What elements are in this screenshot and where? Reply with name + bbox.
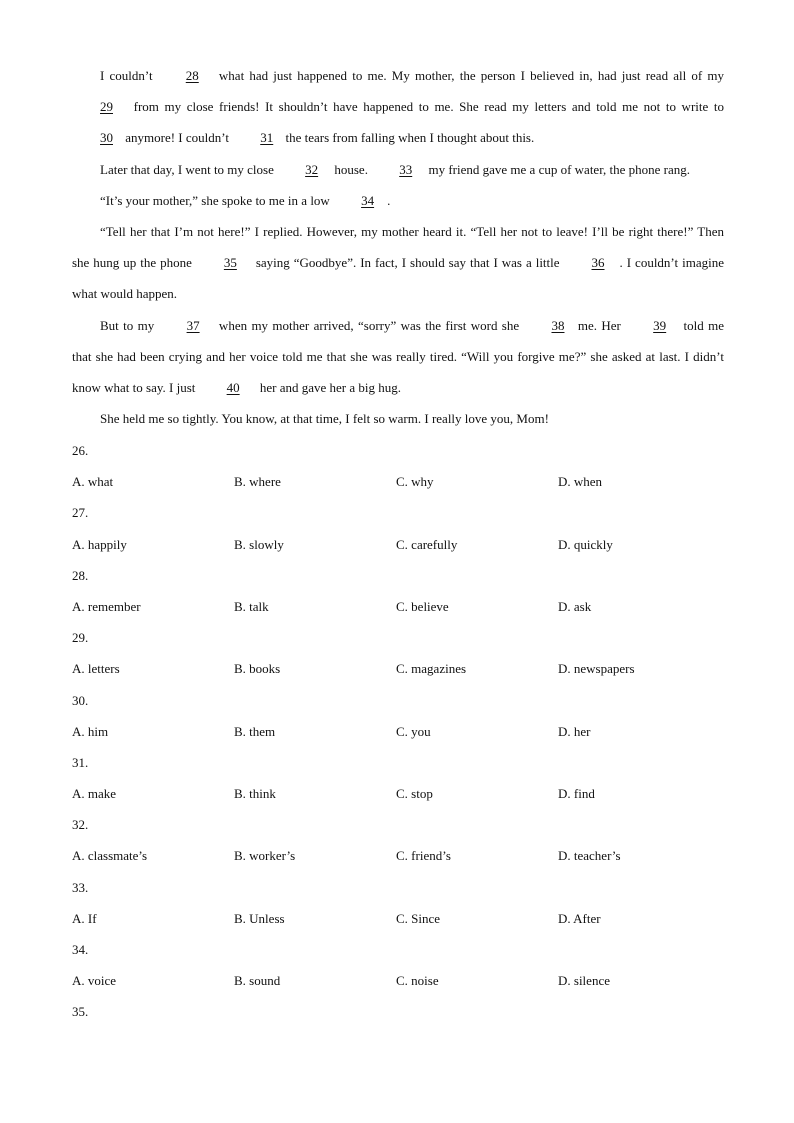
option-c[interactable]: C. Since	[396, 910, 441, 926]
passage-text: saying “Goodbye”. In fact, I should say that I was a little	[251, 255, 564, 271]
passage-text: Later that day, I went to my close	[100, 161, 278, 177]
passage-text: her and gave her a big hug.	[256, 380, 402, 396]
question-options	[72, 970, 724, 1001]
passage-text: I couldn’t	[100, 68, 158, 83]
question-list	[72, 440, 724, 1033]
option-d[interactable]: D. quickly	[558, 536, 613, 552]
passage-paragraph-1	[72, 60, 724, 154]
option-c[interactable]: C. believe	[396, 598, 449, 614]
option-b[interactable]: B. sound	[234, 973, 281, 989]
passage-text: “It’s your mother,” she spoke to me in a low	[100, 192, 334, 208]
option-d[interactable]: D. teacher’s	[558, 848, 621, 864]
question-number: 33.	[72, 879, 89, 895]
blank-37: 37	[186, 317, 200, 333]
question-number: 35.	[72, 1004, 89, 1020]
option-c[interactable]: C. friend’s	[396, 848, 451, 864]
question-number: 28.	[72, 567, 89, 583]
blank-32: 32	[305, 161, 319, 177]
blank-40: 40	[226, 380, 240, 396]
passage-text: “Tell her that I’m not here!” I replied. However, my mother heard it. “Tell her not to leave! I’ll be right there!” Then she hung up the phone	[72, 224, 724, 271]
blank-38: 38	[551, 317, 565, 333]
option-b[interactable]: B. them	[234, 723, 276, 739]
passage-paragraph-6: She held me so tightly. You know, at that time, I felt so warm. I really love you, Mom!	[100, 411, 549, 427]
question-options	[72, 534, 724, 565]
question-number: 34.	[72, 942, 89, 957]
question-options	[72, 783, 724, 814]
option-b[interactable]: B. worker’s	[234, 848, 296, 864]
option-d[interactable]: D. her	[558, 723, 591, 739]
option-c[interactable]: C. why	[396, 474, 434, 490]
option-b[interactable]: B. books	[234, 661, 281, 677]
option-d[interactable]: D. After	[558, 910, 601, 926]
blank-29: 29	[100, 99, 113, 115]
option-a[interactable]: A. him	[72, 723, 109, 739]
option-b[interactable]: B. where	[234, 474, 281, 490]
passage-text: . I couldn’t imagine what would happen.	[72, 255, 724, 302]
option-a[interactable]: A. happily	[72, 536, 127, 552]
option-d[interactable]: D. find	[558, 786, 595, 802]
option-d[interactable]: D. ask	[558, 598, 592, 614]
option-d[interactable]: D. newspapers	[558, 661, 635, 677]
option-c[interactable]: C. stop	[396, 786, 433, 802]
option-c[interactable]: C. noise	[396, 973, 439, 989]
question-number: 32.	[72, 817, 89, 833]
question-number: 26.	[72, 443, 89, 458]
option-a[interactable]: A. letters	[72, 661, 120, 677]
question-number: 30.	[72, 692, 89, 708]
passage-paragraph-2	[72, 154, 724, 185]
blank-33: 33	[399, 161, 413, 177]
passage-text: me. Her	[573, 317, 626, 333]
passage-text: from my close friends! It shouldn’t have happened to me. She read my letters and told me not to write to	[128, 99, 724, 115]
blank-39: 39	[653, 317, 667, 333]
passage-paragraph-5	[72, 310, 724, 404]
option-a[interactable]: A. If	[72, 910, 97, 926]
blank-35: 35	[223, 255, 237, 271]
passage-text: .	[387, 192, 391, 208]
passage-paragraph-3	[72, 185, 724, 216]
question-number: 31.	[72, 754, 89, 770]
question-options	[72, 471, 724, 502]
blank-28: 28	[185, 68, 199, 83]
blank-34: 34	[361, 192, 375, 208]
blank-31: 31	[260, 130, 274, 146]
question-number: 27.	[72, 505, 89, 521]
option-c[interactable]: C. you	[396, 723, 431, 739]
option-b[interactable]: B. Unless	[234, 910, 285, 926]
question-options	[72, 845, 724, 876]
blank-36: 36	[591, 255, 605, 271]
option-b[interactable]: B. think	[234, 786, 276, 802]
option-d[interactable]: D. silence	[558, 973, 610, 989]
option-a[interactable]: A. classmate’s	[72, 848, 148, 864]
cloze-passage	[72, 60, 724, 434]
question-options	[72, 658, 724, 689]
option-a[interactable]: A. make	[72, 786, 117, 802]
option-a[interactable]: A. what	[72, 474, 114, 490]
question-number: 29.	[72, 630, 89, 646]
option-b[interactable]: B. talk	[234, 598, 269, 614]
passage-text: house.	[331, 161, 372, 177]
passage-text: what had just happened to me. My mother, the person I believed in, had just read all of my	[213, 68, 724, 83]
question-options	[72, 908, 724, 939]
passage-text: the tears from falling when I thought about this.	[282, 130, 535, 146]
option-a[interactable]: A. remember	[72, 598, 141, 614]
passage-text: But to my	[100, 317, 159, 333]
passage-text: told me that she had been crying and her voice told me that she was really tired. “Will you forgive me?” she asked at last. I didn’t know what to say. I just	[72, 317, 724, 396]
question-options	[72, 596, 724, 627]
passage-text: when my mother arrived, “sorry” was the first word she	[214, 317, 524, 333]
passage-text: anymore! I couldn’t	[122, 130, 233, 146]
blank-30: 30	[100, 130, 113, 146]
passage-paragraph-4	[72, 216, 724, 310]
option-c[interactable]: C. carefully	[396, 536, 458, 552]
option-d[interactable]: D. when	[558, 474, 603, 490]
question-options	[72, 721, 724, 752]
option-a[interactable]: A. voice	[72, 973, 117, 989]
passage-text: my friend gave me a cup of water, the phone rang.	[425, 161, 691, 177]
option-c[interactable]: C. magazines	[396, 661, 467, 677]
option-b[interactable]: B. slowly	[234, 536, 284, 552]
